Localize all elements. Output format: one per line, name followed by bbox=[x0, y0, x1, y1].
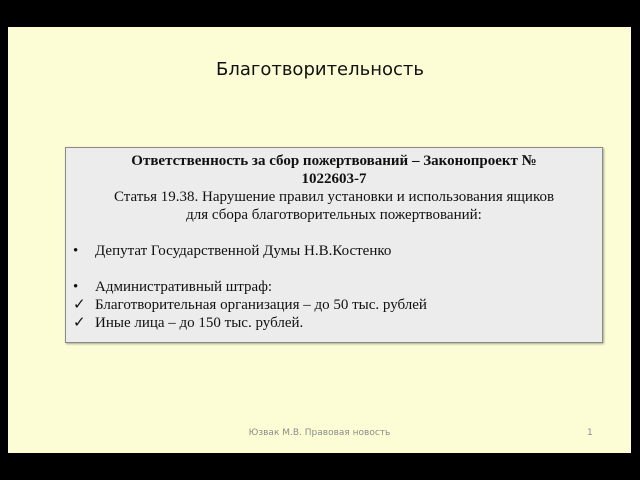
list-item-author bbox=[72, 242, 596, 260]
list-item-penalty bbox=[72, 314, 596, 332]
page-number: 1 bbox=[587, 428, 593, 438]
article-line-1: Статья 19.38. Нарушение правил установки и использования ящиков bbox=[113, 189, 555, 205]
spacer bbox=[72, 260, 596, 278]
slide-title: Благотворительность bbox=[215, 59, 425, 80]
article-line-2: для сбора благотворительных пожертвований: bbox=[186, 207, 482, 223]
footer-author: Юзвак М.В. Правовая новость bbox=[248, 428, 391, 438]
list-item-penalty bbox=[72, 296, 596, 314]
bullet-icon: • bbox=[73, 279, 79, 295]
penalty-text: Иные лица – до 150 тыс. рублей. bbox=[95, 315, 304, 331]
bill-heading-line-1: Ответственность за сбор пожертвований – Законопроект № bbox=[131, 153, 537, 169]
slide bbox=[8, 27, 631, 453]
list-item-fine bbox=[72, 278, 596, 296]
checkmark-icon: ✓ bbox=[73, 315, 86, 331]
bullet-icon: • bbox=[73, 243, 79, 259]
checkmark-icon: ✓ bbox=[73, 297, 86, 313]
fine-text: Административный штраф: bbox=[95, 279, 273, 295]
author-text: Депутат Государственной Думы Н.В.Костенко bbox=[95, 243, 392, 259]
penalty-text: Благотворительная организация – до 50 тыс. рублей bbox=[95, 297, 427, 313]
bill-heading-line-2: 1022603-7 bbox=[301, 171, 367, 187]
spacer bbox=[72, 224, 596, 242]
content-box bbox=[65, 147, 603, 343]
